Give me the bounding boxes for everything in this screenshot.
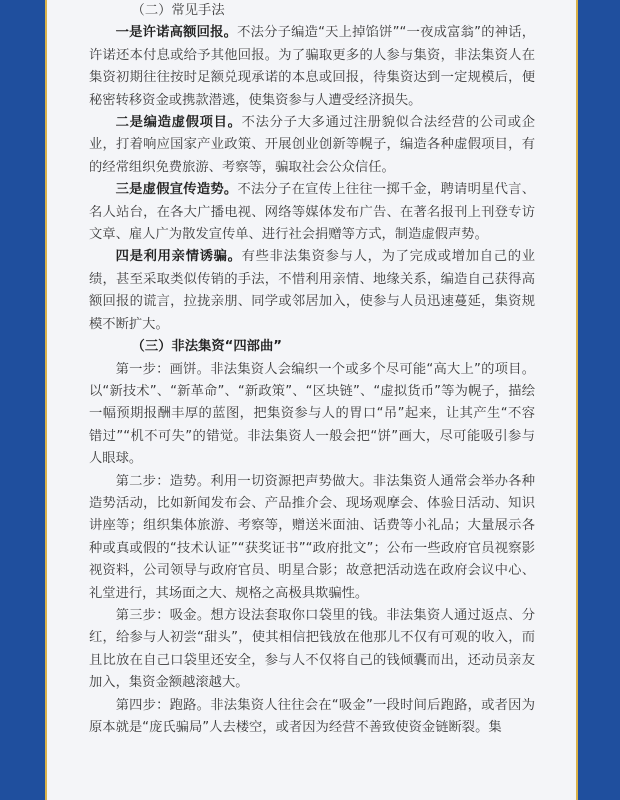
paragraph-step-2: 第二步：造势。利用一切资源把声势做大。非法集资人通常会举办各种造势活动，比如新闻发布会、产品推介会、现场观摩会、体验日活动、知识讲座等；组织集体旅游、考察等，赠送米面油、话费等小礼品；大量展示各种或真或假的“技术认证”“获奖证书”“政府批文”；公布一些政府官员视察影视资料，公司领导与政府官员、明星合影；故意把活动选在政府会议中心、礼堂进行，其场面之大、规格之高极具欺骗性。 <box>89 473 535 601</box>
lead-fake-projects: 二是编造虚假项目。 <box>115 115 242 131</box>
lead-kinship-lure: 四是利用亲情诱骗。 <box>115 249 242 265</box>
text-kinship-lure: 有些非法集资参与人，为了完成或增加自己的业绩，甚至采取类似传销的手法，不惜利用亲情、地缘关系，编造自己获得高额回报的谎言，拉拢亲朋、同学或邻居加入，使参与人员迅速蔓延，集资规模不断扩大。 <box>89 249 536 332</box>
lead-high-returns: 一是许诺高额回报。 <box>115 25 238 41</box>
paragraph-step-3: 第三步：吸金。想方设法套取你口袋里的钱。非法集资人通过返点、分红，给参与人初尝“甜头”，使其相信把钱放在他那儿不仅有可观的收入，而且比放在自己口袋里还安全，参与人不仅将自己的钱倾囊而出，还动员亲友加入，集资金额越滚越大。 <box>89 607 535 691</box>
section-heading-four-steps-text: （三）非法集资“四部曲” <box>131 339 282 355</box>
section-heading-common-methods: （二）常见手法 <box>131 3 225 18</box>
article-body <box>89 0 535 739</box>
paragraph-fake-projects <box>89 112 535 179</box>
article-panel <box>47 0 576 800</box>
text-fake-projects: 不法分子大多通过注册貌似合法经营的公司或企业，打着响应国家产业政策、开展创业创新等幌子，编造各种虚假项目，有的经常组织免费旅游、考察等，骗取社会公众信任。 <box>89 115 536 175</box>
paragraph-step-4: 第四步：跑路。非法集资人往往会在“吸金”一段时间后跑路，或者因为原本就是“庞氏骗局”人去楼空，或者因为经营不善致使资金链断裂。集 <box>89 697 535 735</box>
lead-false-publicity: 三是虚假宣传造势。 <box>115 182 238 198</box>
paragraph-false-publicity <box>89 179 535 246</box>
right-gold-border <box>576 0 578 800</box>
paragraph-kinship-lure <box>89 246 535 336</box>
paragraph-high-returns <box>89 22 535 112</box>
text-false-publicity: 不法分子在宣传上往往一掷千金，聘请明星代言、名人站台，在各大广播电视、网络等媒体发布广告、在著名报刊上刊登专访文章、雇人广为散发宣传单、进行社会捐赠等方式，制造虚假声势。 <box>89 182 536 243</box>
text-high-returns: 不法分子编造“天上掉馅饼”“一夜成富翁”的神话，许诺还本付息或给予其他回报。为了骗取更多的人参与集资，非法集资人在集资初期往往按时足额兑现承诺的本息或回报，待集资达到一定规模后，便秘密转移资金或携款潜逃，使集资参与人遭受经济损失。 <box>89 25 535 108</box>
paragraph-step-1: 第一步：画饼。非法集资人会编织一个或多个尽可能“高大上”的项目。以“新技术”、“新革命”、“新政策”、“区块链”、“虚拟货币”等为幌子，描绘一幅预期报酬丰厚的蓝图，把集资参与人的胃口“吊”起来，让其产生“不容错过”“机不可失”的错觉。非法集资人一般会把“饼”画大，尽可能吸引参与人眼球。 <box>89 361 535 467</box>
section-heading-four-steps <box>89 336 535 358</box>
